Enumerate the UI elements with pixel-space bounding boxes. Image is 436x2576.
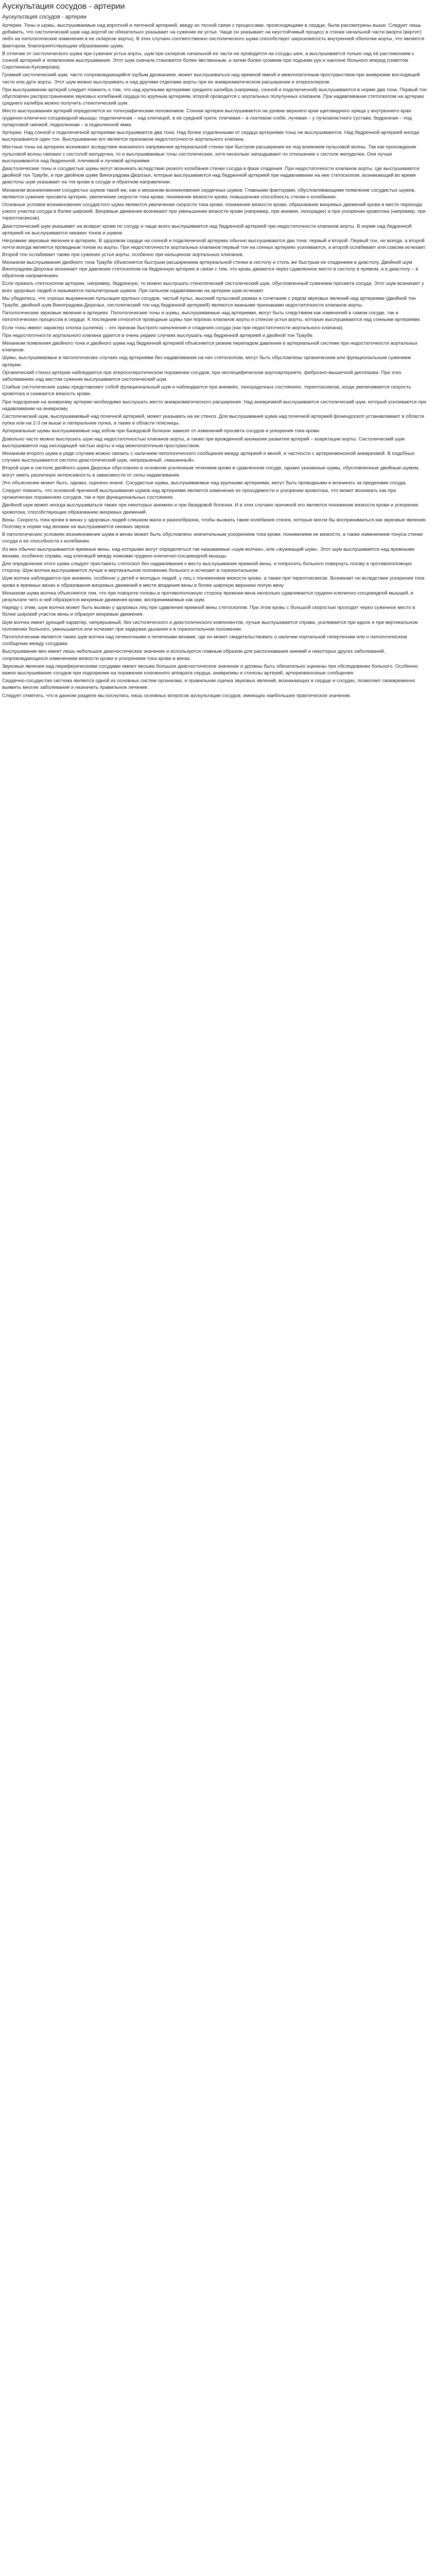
article-paragraph: Следует отметить, что в данном разделе мы коснулись лишь основных вопросов аускультации сосудов, имеющих наибольшее практическое значение. [2,692,352,699]
article-paragraph: Это объяснение может быть, однако, оценено иначе. Сосудистые шумы, выслушиваемые над крупными артериями, могут быть проводными и возникать за пределами сосуда. [2,480,407,486]
article-paragraph: Механизм появления двойного тона и двойного шума над бедренной артерией объясняется резким перепадом давления в артериальной системе при недостаточности аортальных клапанов. [2,340,418,353]
article-paragraph: Выслушивание вен имеет лишь небольшое диагностическое значение и используется главным образом для распознавания анемий и некоторых других заболеваний, сопровождающихся изменением вязкости крови и ускорением тока крови в венах. [2,649,386,662]
article-paragraph: При недостаточности аортального клапана удается в очень редких случаях выслушать над бедренной артерией и двойной тон Траубе. [2,332,314,338]
article-paragraph: Механизм выслушивания двойного тона Траубе объясняется быстрым расширением артериальной стенки в систолу и столь же быстрым ее спадением в диастолу. Двойной шум Виноградова-Дюрозье возникает при давлении стетоскопом на бедренную артерию в связи с тем, что кровь движется через сдавленное место в систолу в прямом, а в диастолу – в обратном направлениях. [2,259,418,279]
article-paragraph: Механизм возникновения сосудистых шумов такой же, как и механизм возникновения сердечных шумов. Главными факторами, обусловливающими появление сосудистых шумов, являются сужение просвета артерии, увеличение скорости тока крови, понижение вязкости крови, повышенная способность стенки к колебанию. [2,187,416,200]
article-paragraph: В отличие от систолического шума при сужении устья аорты, шум при склерозе начальной ее части не проводится на сосуды шеи, а выслушивается только над её растяжением с сонной артерией и появлением выслушивания. Этот шум сначала становится более явственным, а затем более громким при подъеме рук и наклоне больного вперед (симптом Сиротинина-Куковерова). [2,50,414,71]
article-paragraph: Слабые систолические шумы представляют собой функциональный шум и наблюдаются при анемиях, лихорадочных состояниях, тиреотоксикозе, когда увеличивается скорость кровотока и снижается вязкость крови. [2,384,411,397]
article-body [2,22,427,699]
article-paragraph: Из вен обычно выслушиваются яремные вены, над которыми могут определяться так называемые «шум волчка», или «жужжащий шум». Этот шум выслушивается над яремными венами, особенно справа, над ключицей между ножками грудино-ключично-сосцевидной мышцы. [2,546,415,559]
article-paragraph: Мы убедились, что хорошо выраженная пульсация крупных сосудов, частый пульс, высокий пульсовой размах в сочетании с рядом звуковых явлений над артериями (двойной тон Траубе, двойной шум Виноградова-Дюрозье, систолический тон над бедренной артерией) являются важными признаками недостаточности клапанов аорты. [2,295,416,308]
article-paragraph: Негромкие звуковые явления в артериях. В здоровом сердце на сонной и подключичной артериях обычно выслушиваются два тона: первый и второй. Первый тон, не всегда, а второй почти всегда является проводным тоном из аорты. При недостаточности аортальных клапанов первый тон на сонных артериях усиливается, а второй ослабевает или совсем исчезает. Второй тон ослабевает также при сужении устья аорты, особенно при кальцинозе аортальных клапанов. [2,238,426,258]
article-paragraph: Систолический шум, выслушиваемый над почечной артерией, может указывать на ее стеноз. Для выслушивания шума над почечной артерией фонендоскоп устанавливают в области пупка или на 2-3 см выше и латеральнее пупка, а также в области поясницы. [2,413,425,427]
article-paragraph: Если прижать стетоскопом артерию, например, бедренную, то можно выслушать стенотический систолический шум, обусловленный сужением просвета сосуда. Этот шум возникает у всех здоровых людей и называется пальпаторным шумом. При сильном надавливании на артерию шум исчезает. [2,281,424,294]
article-paragraph: Местные тоны на артериях возникают вследствие внезапного напряжения артериальной стенки при быстром расширении ее под влиянием пульсовой волны. Так как прохождение пульсовой волны связано с систолой желудочка, то и выслушиваемые тоны систолические, хотя несколько запаздывают по отношению к систоле желудочка. Они лучше выслушиваются над бедренной, плечевой и лучевой артериями. [2,144,416,164]
article-paragraph: Шум волчка наблюдается при анемиях, особенно у детей и молодых людей, у лиц с понижением вязкости крови, а также при тиреотоксикозе. Возникает он вследствие ускорения тока крови в яремных венах и образования вихревых движений в месте впадения вены в более широкую верхнюю полую вену. [2,575,425,588]
article-paragraph: Второй шум в систоле двойного шума Дюрозье обусловлен в основном усиленным течением крови в сдавленном сосуде, однако указанные шумы, обусловленные двойным шумом, могут иметь различную интенсивность в зависимости от силы надавливания. [2,465,420,478]
page-title: Аускультация сосудов - артерии [2,2,125,11]
article-paragraph: Для определения этого шума следует приставить стетоскоп без надавливания к месту выслушивания яремной вены, и попросить больного повернуть голову в противоположную сторону. Шум волчка выслушивается лучше в вертикальном положении больного и исчезает в горизонтальном. [2,561,412,574]
article-paragraph: Механизм второго шума в ряде случаев можно связать с наличием патологического сообщения между артерией и веной, в частности с артериовенозной аневризмой. В подобных случаях выслушивается систоло-диастолический шум, непрерывный, «машинный». [2,450,415,464]
article-paragraph: Громкий систолический шум, часто сопровождающийся грубым дрожанием, может выслушиваться над яремной ямкой и межлопаточным пространством при аневризме восходящей части или дуги аорты. Этот шум можно выслушивать и над другими отделами аорты при ее аневризматическом расширении и атеросклерозе. [2,72,420,85]
article-paragraph: Наряду с этим, шум волчка может быть вызван у здоровых лиц при сдавлении яремной вены стетоскопом. При этом кровь с большой скоростью проходит через суженное место в более широкий участок вены и образует вихревые движения. [2,605,415,618]
article-paragraph: Звуковые явления над периферическими сосудами имеют весьма большое диагностическое значение и должны быть обязательно оценены при обследовании больного. Особенно важно выслушивание сосудов при подозрении на поражение клапанного аппарата сердца, аневризмы и стенозы артерий, артериовенозные сообщения. [2,663,418,676]
article-paragraph: Двойной шум может иногда выслушиваться также при некоторых анемиях и при базедовой болезни. И в этих случаях причиной его является понижение вязкости крови и ускорение кровотока, способствующие образованию вихревых движений. [2,502,418,515]
article-paragraph: Сердечно-сосудистая система является одной из основных систем организма, и правильная оценка звуковых явлений, возникающих в сердце и сосудах, позволяет своевременно выявить многие заболевания и назначить правильное лечение. [2,678,415,691]
article [0,0,430,699]
article-paragraph: При выслушивании артерий следует помнить о том, что над крупными артериями среднего калибра (например, сонной и подключичной) выслушиваются в норме два тона. Первый тон обусловлен распространением звуковых колебаний сердца по крупным артериям, второй проводится с аортальных полулунных клапанов. При надавливании стетоскопом на артерию среднего калибра можно получить стенотический шум. [2,87,427,107]
article-paragraph: Артериальные шумы выслушиваемые над зобом при Базедовой болезни зависят от изменений просвета сосудов и ускорения тока крови. [2,428,321,434]
article-paragraph: Патологические звуковые явления в артериях. Патологические тоны и шумы, выслушиваемые над артериями, могут быть следствием как изменений в самом сосуде, так и патологических процессов в сердце. К последним относятся проводные шумы при пороках клапанов аорты и стенозе устья аорты, которые выслушиваются над сонными артериями. [2,310,421,323]
article-paragraph: В патологических условиях возникновение шума в венах может быть обусловлено значительным ускорением тока крови, понижением ее вязкости, а также изменением тонуса стенки сосуда и ее способности к колебанию. [2,532,423,545]
article-paragraph: Шум волчка имеет дующий характер, непрерывный, без систолического и диастолического компонентов, лучше выслушивается справа, усиливается при вдохе и при вертикальном положении больного, уменьшается или исчезает при задержке дыхания и в горизонтальном положении. [2,619,418,632]
article-paragraph: Патологическим является также шум волчка над печеночными и почечными венами, где он может свидетельствовать о наличии портальной гипертензии или о патологическом сообщении между сосудами. [2,634,407,647]
article-paragraph: Основные условия возникновения сосудистого шума являются увеличение скорости тока крови, понижение вязкости крови, образование вихревых движений крови в месте перехода узкого участка сосуда в более широкий. Вихревые движения возникают при уменьшении вязкости крови (например, при анемии, лихорадке) и при ускорении кровотока (например, при тиреотоксикозе). [2,202,426,222]
article-paragraph: При подозрении на аневризму артерии необходимо выслушать место аневризматического расширения. Над аневризмой выслушивается систолический шум, который усиливается при надавливании на аневризму. [2,399,427,412]
article-paragraph: Механизм шума волчка объясняется тем, что при повороте головы в противоположную сторону яремная вена несколько сдавливается грудино-ключично-сосцевидной мышцей, в результате чего в ней образуются вихревые движения крови, воспринимаемые как шум. [2,590,413,603]
article-paragraph: Артерии. Над сонной и подключичной артериями выслушивается два тона. Над более отдаленными от сердца артериями тоны не выслушиваются. Над бедренной артерией иногда выслушивается один тон. Выслушивание его является признаком недостаточности аортального клапана. [2,130,420,143]
article-paragraph: Артерии. Тоны и шумы, выслушиваемые над воротной и легочной артерией, ввиду их тесной связи с процессами, происходящими в сердце, были рассмотрены выше. Следует лишь добавить, что систолический шум над аортой не обязательно указывает на сужение ее устья. Чаще он указывает на неустойчивый процесс в стенке начальной части ваорта (вертит) либо на патологические изменения в ее склерозе аорты). В этих случаях соответственно систолического шума способствует шероховатость внутренней оболочки аорты, что является фактором, благоприятствующим образованию шума. [2,23,425,49]
article-subtitle: Аускультация сосудов - артерии [2,14,87,20]
article-paragraph: Следует помнить, что основной причиной выслушивания шумов над артериями является изменение их проходимости и ускорение кровотока, что может возникать как при органических поражениях сосудов, так и при функциональных состояниях. [2,488,396,501]
article-paragraph: Вены. Скорость тока крови в венах у здоровых людей слишком мала и разнообразна, чтобы вызвать такие колебания стенок, которые могли бы восприниматься как звуковые явления. Поэтому в норме над венами не выслушивается никаких звуков. [2,517,427,530]
article-paragraph: Органический стеноз артерии наблюдается при атеросклеротическом поражении сосудов, при неспецифическом аортоартериите, фиброзно-мышечной дисплазии. При этих заболеваниях над местом сужения выслушивается систолический шум. [2,369,402,382]
article-paragraph: Довольно часто можно выслушать шум над недостаточностью клапанов аорты, а также при врожденной аномалии развития артерий – коарктации аорты. Систолический шум выслушивается над нисходящей частью аорты и над межлопаточным пространством. [2,436,405,449]
article-paragraph: Шумы, выслушиваемые в патологических случаях над артериями без надавливания на них стетоскопом, могут быть обусловлены органическим или функциональным сужением артерии. [2,355,411,368]
article-paragraph: Место выслушивания артерий определяется их топографическим положением. Сонная артерия выслушивается на уровне верхнего края щитовидного хряща у внутреннего края грудинно-ключично-сосцевидной мышцы; подключичная – над ключицей, в ее средней трети; плечевая – в локтевом сгибе; лучевая – у лучезапястного сустава; бедренная – под пупартовой связкой; подколенная – в подколенной ямке. [2,108,412,128]
article-paragraph: Если тоны имеют характер хлопка (шлепка) – это признак быстрого наполнения и спадения сосуда (как при недостаточности аортального клапана). [2,325,344,331]
article-paragraph: Диастолические тоны и сосудистые шумы могут возникать вследствие резкого колебания стенки сосуда в фазе спадения. При недостаточности клапанов аорты, где выслушивается двойной тон Траубе, и при двойном шуме Виноградова-Дюрозье, которые выслушиваются над бедренной артерией при надавливании на нее стетоскопом, возникающий во время диастолы шум указывает на ток крови в сосуде в обратном направлении. [2,166,420,185]
article-paragraph: Диастолический шум указывает на возврат крови по сосуду и чаще всего выслушивается над бедренной артерией при недостаточности клапанов аорты. В норме над бедренной артерией не выслушивается никаких тонов и шумов. [2,223,412,236]
